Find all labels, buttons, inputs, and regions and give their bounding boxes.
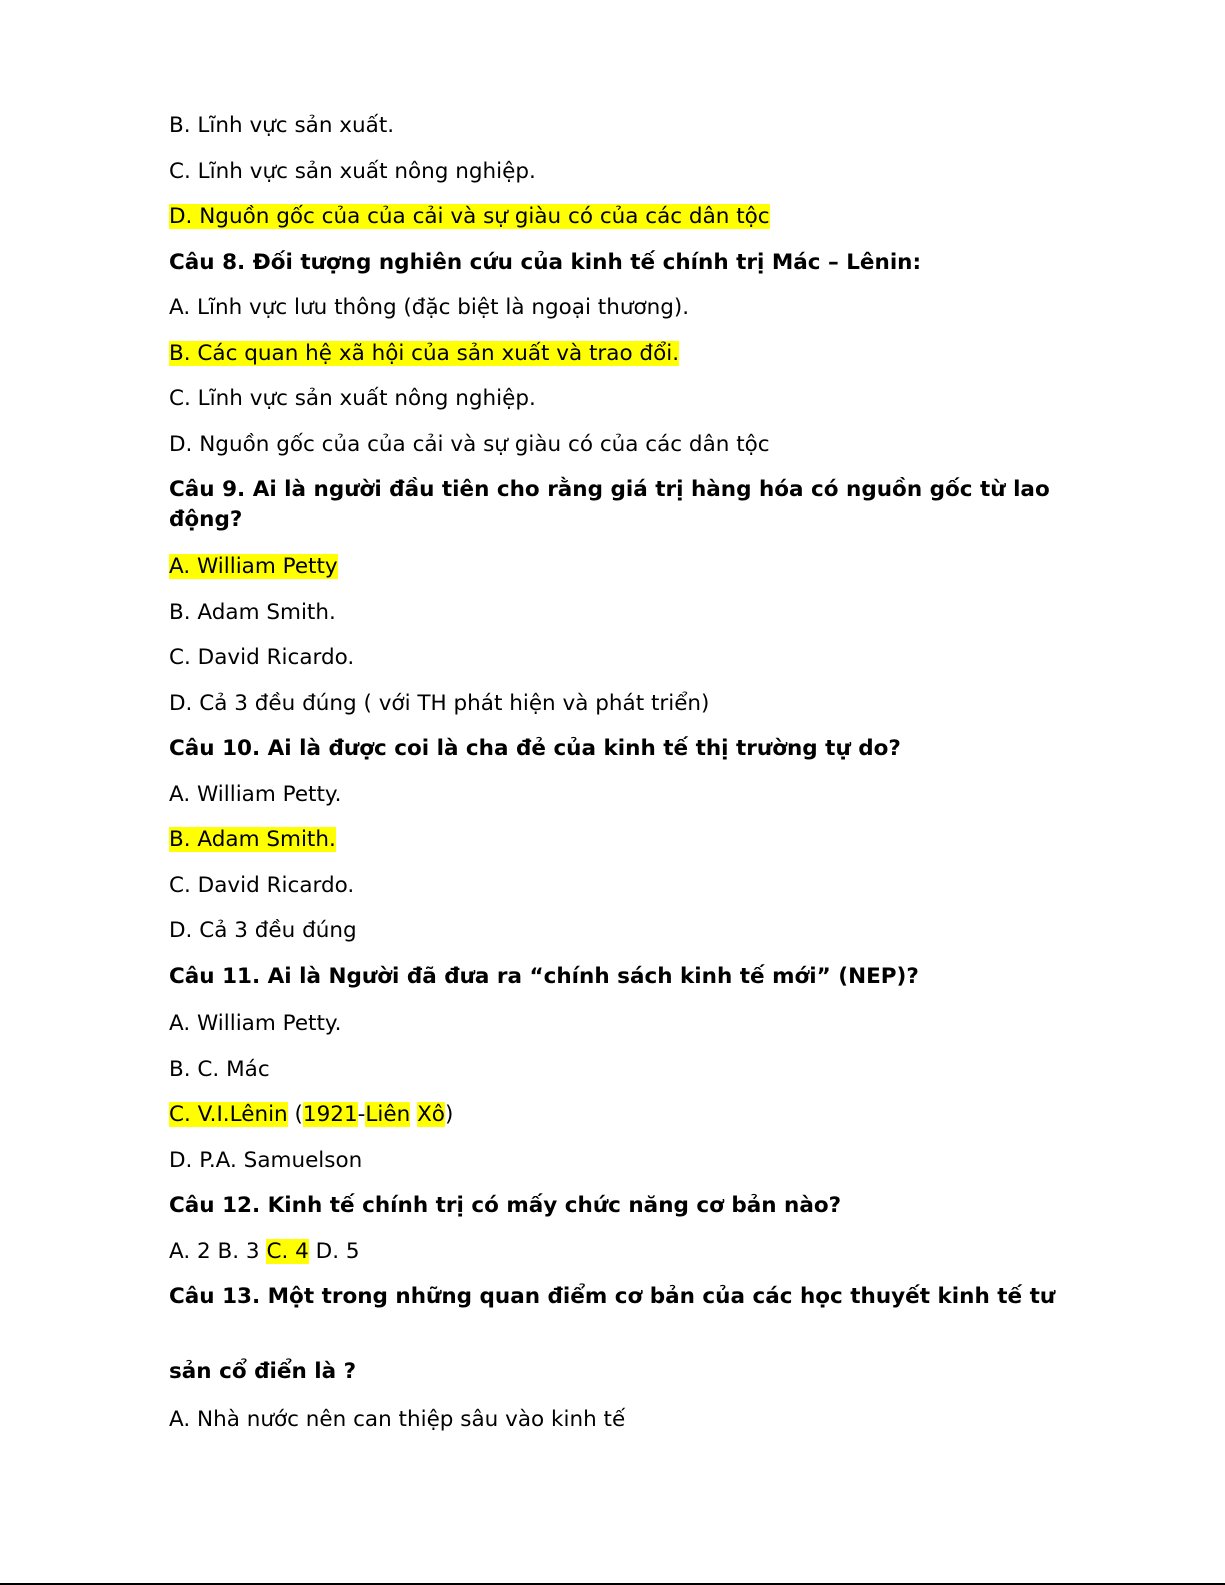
q10-option-a: A. William Petty. xyxy=(169,782,342,807)
q12-question: Câu 12. Kinh tế chính trị có mấy chức năng cơ bản nào? xyxy=(169,1193,842,1218)
q13-question-line2: sản cổ điển là ? xyxy=(169,1359,357,1384)
q11-option-a: A. William Petty. xyxy=(169,1011,342,1036)
q9-option-c: C. David Ricardo. xyxy=(169,645,355,670)
q13-option-a: A. Nhà nước nên can thiệp sâu vào kinh tế xyxy=(169,1407,626,1432)
q8-option-a: A. Lĩnh vực lưu thông (đặc biệt là ngoại thương). xyxy=(169,295,690,320)
q11-option-c-year: 1921 xyxy=(302,1102,358,1127)
q9-option-a-highlighted: A. William Petty xyxy=(169,554,338,579)
q11-option-c xyxy=(169,1100,453,1130)
q11-option-c-dash: - xyxy=(357,1102,366,1127)
q9-option-a xyxy=(169,552,338,582)
q11-option-c-open-paren: ( xyxy=(287,1102,303,1127)
q9-question: Câu 9. Ai là người đầu tiên cho rằng giá trị hàng hóa có nguồn gốc từ lao động? xyxy=(169,477,1050,532)
q10-option-c: C. David Ricardo. xyxy=(169,873,355,898)
q7-option-d xyxy=(169,202,770,232)
q9-option-d: D. Cả 3 đều đúng ( với TH phát hiện và phát triển) xyxy=(169,691,710,716)
q12-options-a-b: A. 2 B. 3 xyxy=(169,1239,267,1264)
q7-option-d-highlighted: D. Nguồn gốc của của cải và sự giàu có của các dân tộc xyxy=(169,204,770,229)
q8-option-b xyxy=(169,339,679,369)
q12-option-c-highlighted: C. 4 xyxy=(266,1239,309,1264)
q8-option-d: D. Nguồn gốc của của cải và sự giàu có của các dân tộc xyxy=(169,432,770,457)
q9-option-b: B. Adam Smith. xyxy=(169,600,336,625)
q11-option-c-country-part2: Xô xyxy=(417,1102,445,1127)
q7-option-b: B. Lĩnh vực sản xuất. xyxy=(169,113,395,138)
q13-question-line1: Câu 13. Một trong những quan điểm cơ bản của các học thuyết kinh tế tư xyxy=(169,1284,1056,1309)
q12-option-d: D. 5 xyxy=(308,1239,360,1264)
q10-option-d: D. Cả 3 đều đúng xyxy=(169,918,357,943)
q10-option-b xyxy=(169,825,336,855)
q11-option-d: D. P.A. Samuelson xyxy=(169,1148,363,1173)
q11-option-c-country-part1: Liên xyxy=(365,1102,411,1127)
q11-question: Câu 11. Ai là Người đã đưa ra “chính sách kinh tế mới” (NEP)? xyxy=(169,964,919,989)
q8-question: Câu 8. Đối tượng nghiên cứu của kinh tế chính trị Mác – Lênin: xyxy=(169,250,922,275)
q7-option-c: C. Lĩnh vực sản xuất nông nghiệp. xyxy=(169,159,536,184)
q11-option-c-name: C. V.I.Lênin xyxy=(169,1102,288,1127)
q11-option-c-close-paren: ) xyxy=(444,1102,454,1127)
q8-option-c: C. Lĩnh vực sản xuất nông nghiệp. xyxy=(169,386,536,411)
q10-question: Câu 10. Ai là được coi là cha đẻ của kinh tế thị trường tự do? xyxy=(169,736,901,761)
q8-option-b-highlighted: B. Các quan hệ xã hội của sản xuất và trao đổi. xyxy=(169,341,680,366)
q11-option-b: B. C. Mác xyxy=(169,1057,270,1082)
q10-option-b-highlighted: B. Adam Smith. xyxy=(169,827,336,852)
q12-options xyxy=(169,1237,360,1267)
